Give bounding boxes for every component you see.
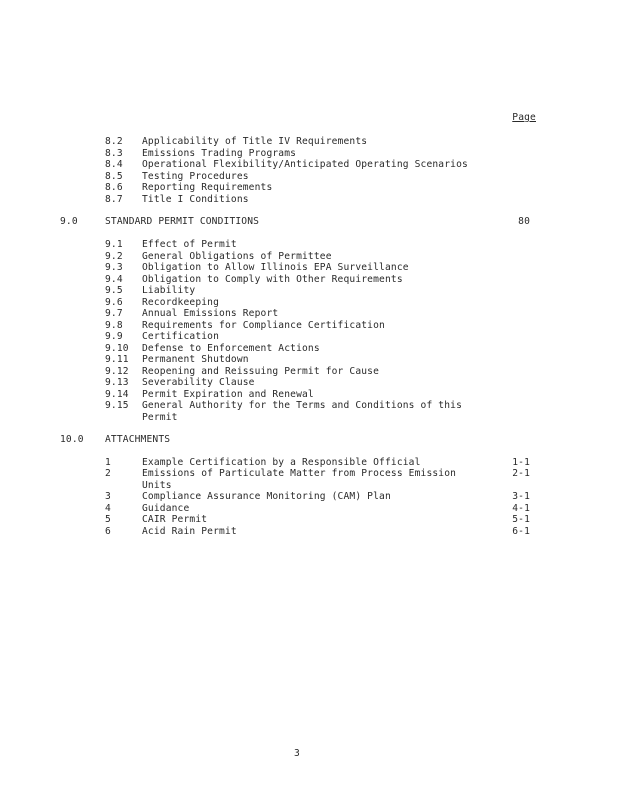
page-ref: 6-1	[512, 526, 530, 537]
page-ref: 1-1	[512, 457, 530, 468]
page-ref: 5-1	[512, 514, 530, 525]
document-page: Page 8.2 Applicability of Title IV Requirements 8.3 Emissions Trading Programs 8.4 Operational Flexibility/Anticipated Operating Scenarios 8.5 Testing Procedures 8.6 Reporting Requirements 8.7 Title I Conditions 9.0 STANDARD PERMIT CONDITIONS 80 9.1 Effect of Permit 9.2 General Obligations of Permittee 9.3 Obligation to Allow Illinois EPA Surveillance 9.4 Obligation to Comply with Other Requirements 9.5 Liability 9.6 Recordkeeping 9.7 Annual Emissions Report 9.8 Requirements for Compliance Certification 9.9 Certification 9.10 Defense to Enforcement Actions 9.11 Permanent Shutdown 9.12 Reopening and Reissuing Permit for Cause 9.13 Severability Clause 9.14 Permit Expiration and Renewal 9.15 General Authority for the Terms and Conditions of this Permit 10.0 ATTACHMENTS 1 Example Certification by a Responsible Official 1-1 2 Emissions of Particulate Matter from Process Emission 2-1 Units 3 Compliance Assurance Monitoring (CAM) Plan 3-1 4 Guidance 4-1 5 CAIR Permit 5-1 6 Acid Rain Permit 6-1 3	[60, 112, 536, 759]
page-ref: 2-1	[512, 468, 530, 479]
page-number: 3	[294, 748, 300, 759]
page-column-header: Page	[512, 112, 536, 123]
page-ref: 3-1	[512, 491, 530, 502]
page-ref: 80	[518, 216, 530, 227]
page-ref: 4-1	[512, 503, 530, 514]
